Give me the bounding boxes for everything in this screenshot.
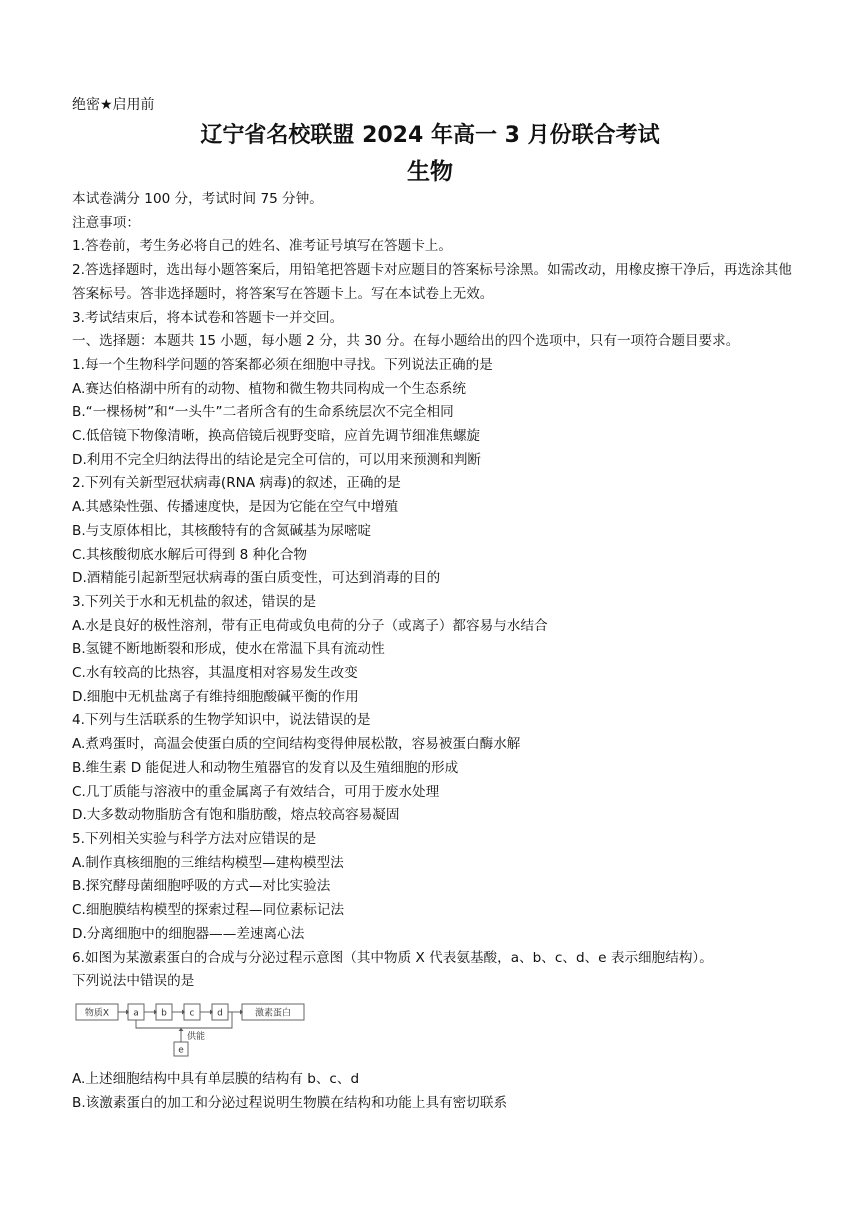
- q5-option-c: C.细胞膜结构模型的探索过程—同位素标记法: [72, 902, 345, 919]
- q5-option-d: D.分离细胞中的细胞器——差速离心法: [72, 925, 305, 942]
- q6-option-a: A.上述细胞结构中具有单层膜的结构有 b、c、d: [72, 1071, 360, 1087]
- exam-title: 辽宁省名校联盟 2024 年高一 3 月份联合考试: [200, 123, 660, 148]
- subject-title: 生物: [407, 159, 453, 185]
- confidential-label: 绝密★启用前: [72, 97, 155, 113]
- q3-option-c: C.水有较高的比热容，其温度相对容易发生改变: [72, 665, 358, 682]
- q2-stem: 2.下列有关新型冠状病毒(RNA 病毒)的叙述，正确的是: [72, 475, 401, 492]
- q3-option-a: A.水是良好的极性溶剂，带有正电荷或负电荷的分子（或离子）都容易与水结合: [72, 617, 548, 634]
- note-3: 3.考试结束后，将本试卷和答题卡一并交回。: [72, 309, 344, 326]
- q2-option-b: B.与支原体相比，其核酸特有的含氮碱基为尿嘧啶: [72, 522, 372, 539]
- note-2: 2.答选择题时，选出每小题答案后，用铅笔把答题卡对应题目的答案标号涂黑。如需改动，用橡皮擦干净后，再选涂其他答案标号。答非选择题时，将答案写在答题卡上。写在本试卷上无效。: [72, 262, 792, 302]
- score-time-line: 本试卷满分 100 分，考试时间 75 分钟。: [72, 191, 323, 207]
- q5-option-b: B.探究酵母菌细胞呼吸的方式—对比实验法: [72, 878, 331, 895]
- q2-option-c: C.其核酸彻底水解后可得到 8 种化合物: [72, 546, 308, 563]
- q5-stem: 5.下列相关实验与科学方法对应错误的是: [72, 830, 317, 847]
- q6-stem-line-2: 下列说法中错误的是: [72, 973, 195, 990]
- q4-option-c: C.几丁质能与溶液中的重金属离子有效结合，可用于废水处理: [72, 783, 440, 800]
- q5-option-a: A.制作真核细胞的三维结构模型—建构模型法: [72, 854, 344, 871]
- notes-heading: 注意事项：: [72, 214, 140, 231]
- q1-option-d: D.利用不完全归纳法得出的结论是完全可信的，可以用来预测和判断: [72, 451, 482, 468]
- q4-option-a: A.煮鸡蛋时，高温会使蛋白质的空间结构变得伸展松散，容易被蛋白酶水解: [72, 736, 521, 753]
- q3-stem: 3.下列关于水和无机盐的叙述，错误的是: [72, 593, 317, 610]
- q1-stem: 1.每一个生物科学问题的答案都必须在细胞中寻找。下列说法正确的是: [72, 356, 493, 373]
- diagram-node-a: a: [133, 1008, 139, 1019]
- q6-stem-line-1: 6.如图为某激素蛋白的合成与分泌过程示意图（其中物质 X 代表氨基酸，a、b、c、d、e 表示细胞结构）。: [72, 949, 713, 966]
- q2-option-d: D.酒精能引起新型冠状病毒的蛋白质变性，可达到消毒的目的: [72, 570, 441, 587]
- q1-option-c: C.低倍镜下物像清晰，换高倍镜后视野变暗，应首先调节细准焦螺旋: [72, 428, 481, 445]
- exam-body: [72, 188, 796, 1064]
- q4-option-b: B.维生素 D 能促进人和动物生殖器官的发育以及生殖细胞的形成: [72, 759, 459, 776]
- q1-option-a: A.赛达伯格湖中所有的动物、植物和微生物共同构成一个生态系统: [72, 380, 467, 397]
- q1-option-b: B.“一棵杨树”和“一头牛”二者所含有的生命系统层次不完全相同: [72, 404, 454, 421]
- q2-option-a: A.其感染性强、传播速度快，是因为它能在空气中增殖: [72, 499, 399, 516]
- q3-option-b: B.氢键不断地断裂和形成，使水在常温下具有流动性: [72, 641, 385, 658]
- q6-option-b: B.该激素蛋白的加工和分泌过程说明生物膜在结构和功能上具有密切联系: [72, 1094, 508, 1111]
- q3-option-d: D.细胞中无机盐离子有维持细胞酸碱平衡的作用: [72, 688, 359, 705]
- diagram-output-label: 激素蛋白: [254, 1008, 292, 1019]
- diagram-node-e: e: [178, 1045, 184, 1056]
- diagram-node-d: d: [217, 1008, 223, 1019]
- q4-stem: 4.下列与生活联系的生物学知识中，说法错误的是: [72, 712, 371, 729]
- q4-option-d: D.大多数动物脂肪含有饱和脂肪酸，熔点较高容易凝固: [72, 807, 400, 824]
- q6-options: [72, 1068, 796, 1115]
- diagram-node-b: b: [161, 1008, 167, 1019]
- diagram-input-label: 物质X: [84, 1008, 110, 1019]
- secretion-process-diagram: [74, 998, 314, 1058]
- diagram-energy-label: 供能: [186, 1031, 206, 1042]
- section-heading: 一、选择题：本题共 15 小题，每小题 2 分，共 30 分。在每小题给出的四个选项中，只有一项符合题目要求。: [72, 333, 740, 350]
- diagram-node-c: c: [189, 1008, 195, 1019]
- note-1: 1.答卷前，考生务必将自己的姓名、准考证号填写在答题卡上。: [72, 238, 452, 255]
